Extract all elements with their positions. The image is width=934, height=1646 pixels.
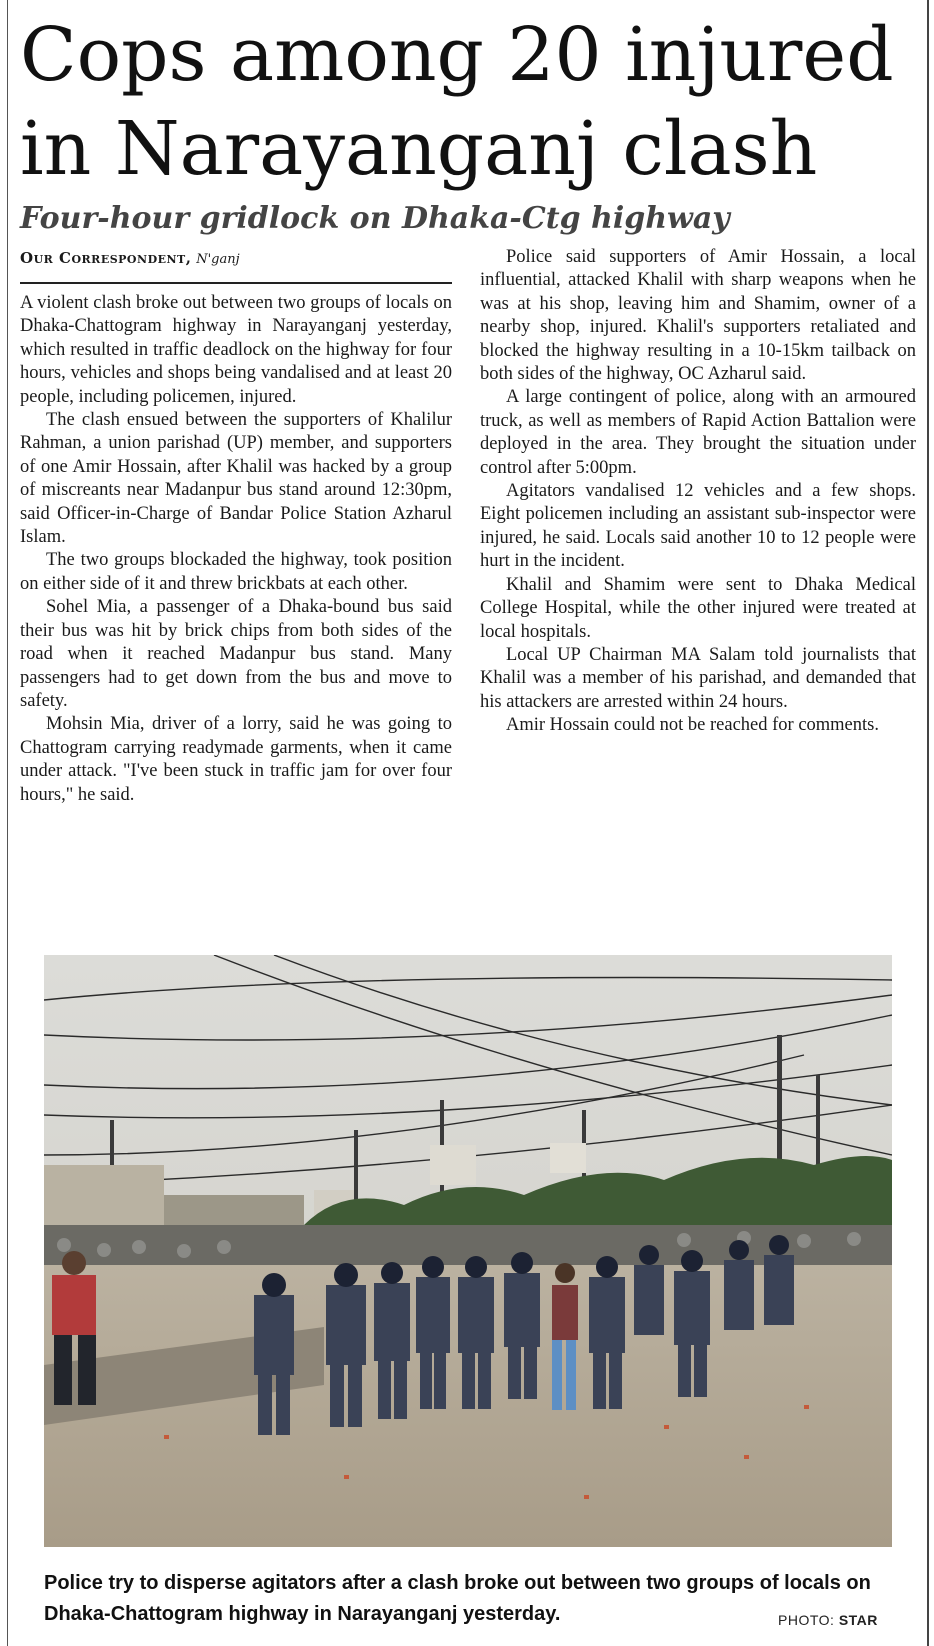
paragraph: Mohsin Mia, driver of a lorry, said he was going to Chattogram carrying readymade garments, when it came under attack. "I've been stuck in traffic jam for over four hours," he said. bbox=[20, 714, 452, 805]
paragraph: Agitators vandalised 12 vehicles and a few shops. Eight policemen including an assistant sub-inspector were injured, he said. Locals said another 10 to 12 people were hurt in the incident. bbox=[480, 481, 916, 572]
right-page-edge bbox=[927, 0, 929, 1646]
article-column-right bbox=[480, 246, 916, 738]
photo-credit bbox=[778, 1612, 878, 1628]
paragraph: Sohel Mia, a passenger of a Dhaka-bound bus said their bus was hit by brick chips from both sides of the road when it reached Madanpur bus stand. Many passengers had to get down from the bus and move to safety. bbox=[20, 597, 452, 711]
headline: Cops among 20 injured in Narayanganj clash bbox=[20, 12, 894, 192]
byline-divider bbox=[20, 282, 452, 284]
paragraph: A large contingent of police, along with an armoured truck, as well as members of Rapid Action Battalion were deployed in the area. They brought the situation under control after 5:00pm. bbox=[480, 387, 916, 478]
byline bbox=[20, 248, 240, 270]
paragraph: Khalil and Shamim were sent to Dhaka Medical College Hospital, while the other injured were treated at local hospitals. bbox=[480, 574, 916, 642]
paragraph: A violent clash broke out between two groups of locals on Dhaka-Chattogram highway in Narayanganj yesterday, which resulted in traffic deadlock on the highway for four hours, vehicles and shops being vandalised and at least 20 people, including policemen, injured. bbox=[20, 293, 452, 407]
paragraph: The clash ensued between the supporters of Khalilur Rahman, a union parishad (UP) member, and supporters of one Amir Hossain, after Khalil was hacked by a group of miscreants near Madanpur bus stand around 12:30pm, said Officer-in-Charge of Bandar Police Station Azharul Islam. bbox=[20, 410, 452, 548]
left-column-rule bbox=[7, 0, 8, 1646]
photo-credit-source: STAR bbox=[838, 1612, 878, 1628]
paragraph: Police said supporters of Amir Hossain, a local influential, attacked Khalil with sharp weapons when he was at his shop, leaving him and Shamim, owner of a nearby shop, injured. Khalil's supporters retaliated and blocked the highway resulting in a 10-15km tailback on both sides of the highway, OC Azharul said. bbox=[480, 247, 916, 385]
paragraph: Amir Hossain could not be reached for comments. bbox=[506, 715, 879, 736]
photo-illustration bbox=[44, 955, 892, 1547]
article-column-left bbox=[20, 292, 452, 807]
paragraph: Local UP Chairman MA Salam told journalists that Khalil was a member of his parishad, and demanded that his attackers are arrested within 24 hours. bbox=[480, 644, 916, 712]
byline-location: N'ganj bbox=[196, 252, 240, 267]
paragraph: The two groups blockaded the highway, took position on either side of it and threw brickbats at each other. bbox=[20, 550, 452, 594]
byline-author: Our Correspondent, bbox=[20, 249, 192, 267]
photo-credit-label: PHOTO: bbox=[778, 1612, 835, 1628]
subheadline: Four-hour gridlock on Dhaka-Ctg highway bbox=[20, 201, 730, 236]
photo-caption: Police try to disperse agitators after a clash broke out between two groups of locals on Dhaka-Chattogram highway in Narayanganj yesterday. bbox=[44, 1572, 871, 1625]
news-photo bbox=[44, 955, 892, 1547]
